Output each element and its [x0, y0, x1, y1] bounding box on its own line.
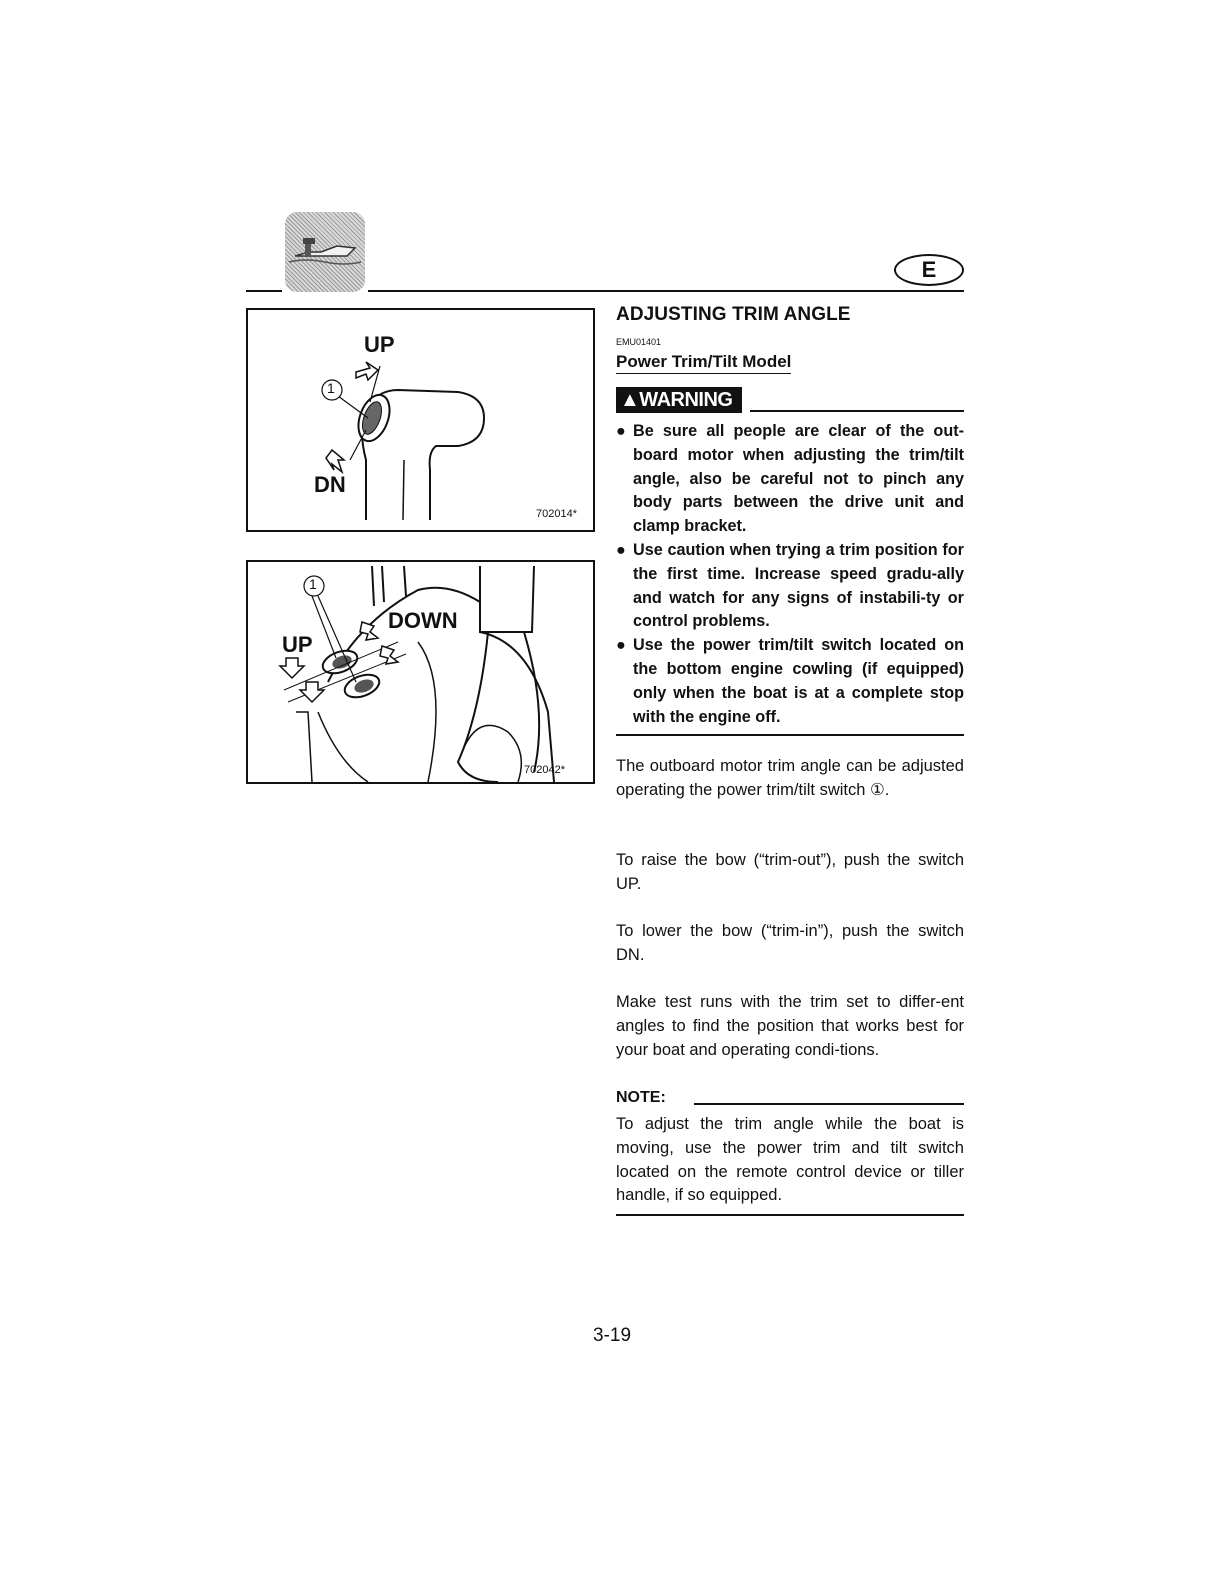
section-subtitle: Power Trim/Tilt Model	[616, 352, 791, 374]
figure-cowling-switch	[246, 560, 595, 784]
callout-number: 1	[327, 380, 335, 396]
warning-list	[616, 420, 964, 729]
callout-number: 1	[309, 576, 317, 592]
warning-label: WARNING	[639, 389, 733, 411]
note-text: To adjust the trim angle while the boat is moving, use the power trim and tilt switch located on the remote control device or tiller handle, if so equipped.	[616, 1115, 964, 1205]
note-end-rule	[616, 1214, 964, 1216]
body-paragraph: Make test runs with the trim set to differ-ent angles to find the position that works best for your boat and operating condi-tions.	[616, 993, 964, 1059]
page-number: 3-19	[592, 1325, 632, 1346]
figure-code: 702042*	[524, 764, 565, 776]
list-item: ● Use caution when trying a trim position for the first time. Increase speed gradu-ally and watch for any signs of instabili-ty or control problems.	[616, 540, 964, 631]
figure-tiller-switch	[246, 308, 595, 532]
warning-badge	[616, 387, 742, 413]
warning-triangle-icon: ▲	[620, 389, 640, 411]
label-up: UP	[364, 332, 395, 357]
body-paragraph: To raise the bow (“trim-out”), push the switch UP.	[616, 851, 964, 893]
label-dn: DN	[314, 472, 346, 497]
label-up: UP	[282, 632, 313, 657]
section-title: ADJUSTING TRIM ANGLE	[616, 304, 851, 325]
section-code: EMU01401	[616, 337, 662, 347]
language-badge: E	[894, 254, 964, 286]
boat-with-outboard-icon	[285, 212, 365, 292]
warning-rule	[750, 410, 964, 412]
note-rule	[694, 1103, 964, 1105]
note-label: NOTE:	[616, 1089, 666, 1106]
warning-end-rule	[616, 734, 964, 736]
list-item: ● Be sure all people are clear of the out-board motor when adjusting the trim/tilt angle, also be careful not to pinch any body parts between the drive unit and clamp bracket.	[616, 422, 964, 536]
list-item: ● Use the power trim/tilt switch located on the bottom engine cowling (if equipped) only when the boat is at a complete stop with the engine off.	[616, 636, 964, 726]
header-rule-right	[368, 290, 964, 292]
body-paragraph: The outboard motor trim angle can be adjusted operating the power trim/tilt switch ①.	[616, 757, 964, 799]
body-paragraph: To lower the bow (“trim-in”), push the switch DN.	[616, 922, 964, 964]
label-down: DOWN	[388, 608, 458, 633]
figure-code: 702014*	[536, 508, 577, 520]
header-rule-left	[246, 290, 282, 292]
